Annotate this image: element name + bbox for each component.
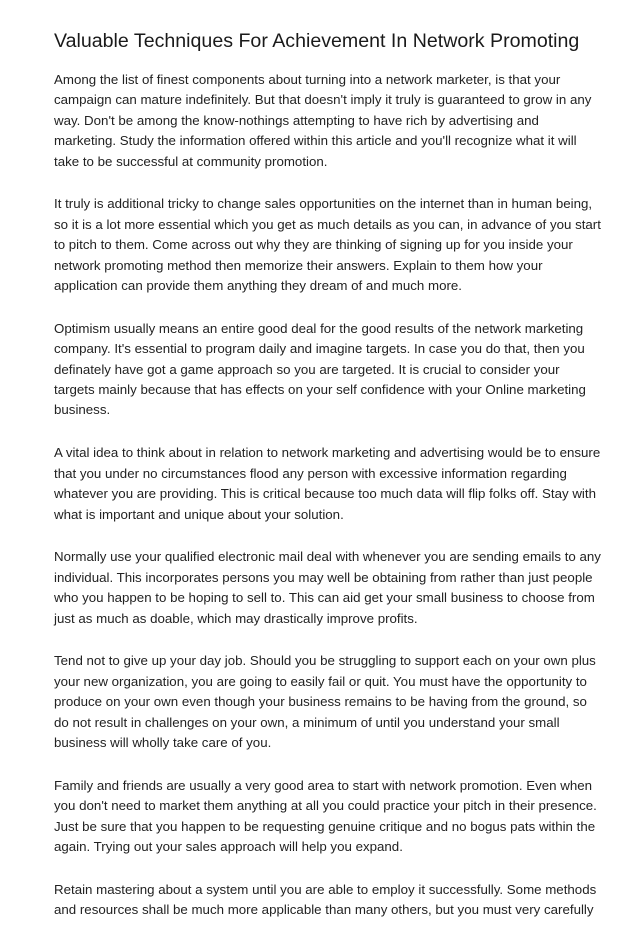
text-line: again. Trying out your sales approach will help you expand. — [54, 839, 403, 855]
paragraph-7 — [54, 776, 597, 858]
text-line: Tend not to give up your day job. Should you be struggling to support each on your own plus — [54, 653, 596, 669]
text-line: who you happen to be hoping to sell to. This can aid get your small business to choose from — [54, 590, 595, 606]
text-line: company. It's essential to program daily and imagine targets. In case you do that, then you — [54, 341, 585, 357]
text-line: whatever you are providing. This is critical because too much data will flip folks off. Stay with — [54, 486, 596, 502]
paragraph-1 — [54, 70, 594, 172]
text-line: what is important and unique about your solution. — [54, 506, 344, 522]
text-line: marketing. Study the information offered within this article and you'll recognize what it will — [54, 133, 577, 149]
text-line: take to be successful at community promotion. — [54, 153, 328, 169]
text-line: and resources shall be much more applicable than many others, but you must very carefully — [54, 902, 594, 918]
text-line: Among the list of finest components about turning into a network marketer, is that your — [54, 72, 561, 87]
text-line: definately have got a game approach so you are targeted. It is crucial to consider your — [54, 361, 560, 377]
text-line: individual. This incorporates persons you may well be obtaining from rather than just people — [54, 569, 593, 585]
paragraph-4 — [54, 443, 601, 525]
text-line: Normally use your qualified electronic mail deal with whenever you are sending emails to any — [54, 549, 601, 565]
paragraph-2 — [54, 194, 601, 296]
text-line: produce on your own even though your business remains to be having from the ground, so — [54, 694, 587, 710]
text-line: application can provide them anything they dream of and much more. — [54, 278, 463, 294]
text-line: business. — [54, 402, 111, 418]
paragraph-8 — [54, 880, 597, 921]
text-line: Just be sure that you happen to be requesting genuine critique and no bogus pats within the — [54, 818, 596, 834]
paragraph-5 — [54, 547, 601, 629]
paragraph-6 — [54, 651, 594, 753]
text-line: so it is a lot more essential which you get as much details as you can, in advance of you start — [54, 216, 601, 232]
text-line: targets mainly because that has effects on your self confidence with your Online marketing — [54, 382, 586, 398]
text-line: Optimism usually means an entire good deal for the good results of the network marketing — [54, 320, 584, 336]
text-line: your new organization, you are going to easily fail or quit. You must have the opportunity to — [54, 673, 587, 689]
text-line: do not result in challenges on your own, a minimum of until you understand your small — [54, 714, 560, 730]
text-line: campaign can mature indefinitely. But that doesn't imply it truly is guaranteed to grow in any — [54, 92, 592, 108]
document-title: Valuable Techniques For Achievement In Network Promoting — [54, 30, 580, 52]
text-line: you don't need to market them anything at all you could practice your pitch in their presence. — [54, 798, 597, 814]
text-line: that you under no circumstances flood any person with excessive information regarding — [54, 465, 567, 481]
text-line: A vital idea to think about in relation to network marketing and advertising would be to ensure — [54, 445, 601, 461]
text-line: It truly is additional tricky to change sales opportunities on the internet than in human being, — [54, 196, 593, 212]
text-line: Retain mastering about a system until you are able to employ it successfully. Some methods — [54, 882, 597, 897]
text-line: way. Don't be among the know-nothings attempting to have rich by advertising and — [54, 112, 539, 128]
paragraph-3 — [54, 319, 594, 421]
text-line: Family and friends are usually a very good area to start with network promotion. Even when — [54, 777, 593, 793]
text-line: business will wholly take care of you. — [54, 735, 272, 751]
text-line: just as much as doable, which may drastically improve profits. — [54, 610, 418, 626]
text-line: to pitch to them. Come across out why they are thinking of signing up for you inside your — [54, 237, 573, 253]
document-body — [54, 70, 601, 943]
text-line: network promoting method then memorize their answers. Explain to them how your — [54, 257, 543, 273]
